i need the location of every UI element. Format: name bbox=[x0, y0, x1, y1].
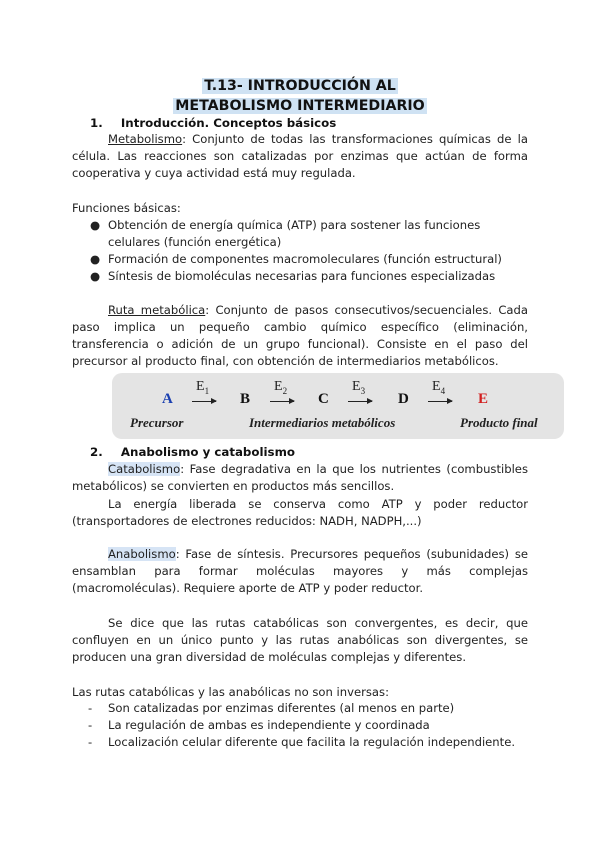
catabolismo-paragraph bbox=[72, 461, 528, 495]
energia-paragraph: La energía liberada se conserva como ATP y poder reductor (transportadores de electrones reducidos: NADH, NADPH,...) bbox=[72, 497, 528, 528]
catabolismo-definition: : Fase degradativa en la que los nutrientes (combustibles metabólicos) se convierten en productos más sencillos. bbox=[72, 462, 528, 493]
arrow-icon bbox=[270, 401, 294, 402]
ruta-metabolica-definition: : Conjunto de pasos consecutivos/secuenciales. Cada paso implica un pequeño cambio químico específico (eliminación, transferencia o adición de un grupo funcional). Consiste en el paso del precursor al producto final, con obtención de intermediarios metabólicos. bbox=[72, 303, 528, 368]
label-intermediarios: Intermediarios metabólicos bbox=[249, 415, 396, 430]
metabolic-pathway-diagram bbox=[112, 373, 564, 439]
node-precursor-a: A bbox=[162, 391, 173, 407]
section-1-title: Introducción. Conceptos básicos bbox=[120, 116, 337, 130]
funciones-label: Funciones básicas: bbox=[72, 201, 181, 215]
ruta-metabolica-paragraph bbox=[72, 302, 528, 370]
node-c: C bbox=[318, 391, 329, 407]
enzyme-e1: $E_1$ bbox=[196, 379, 210, 396]
list-item: - La regulación de ambas es independiente y coordinada bbox=[88, 718, 430, 732]
section-1-number: 1. bbox=[90, 116, 103, 130]
section-2-number: 2. bbox=[90, 445, 103, 459]
convergentes-paragraph: Se dice que las rutas catabólicas son convergentes, es decir, que confluyen en un único punto y las rutas anabólicas son divergentes, se producen una gran diversidad de moléculas complejas y diferentes. bbox=[72, 616, 528, 664]
title-line-2: METABOLISMO INTERMEDIARIO bbox=[175, 98, 425, 114]
label-precursor: Precursor bbox=[130, 415, 184, 430]
list-item: - Localización celular diferente que facilita la regulación independiente. bbox=[88, 735, 516, 749]
bullet-icon: ● bbox=[90, 218, 101, 232]
enzyme-e2: $E_2$ bbox=[274, 379, 288, 396]
section-1-heading bbox=[90, 116, 336, 130]
node-b: B bbox=[240, 391, 251, 407]
dash-icon: - bbox=[88, 735, 93, 749]
anabolismo-definition: : Fase de síntesis. Precursores pequeños (subunidades) se ensamblan para formar moléculas mayores y más complejas (macromoléculas). Requiere aporte de ATP y poder reductor. bbox=[72, 547, 528, 595]
catabolismo-term: Catabolismo bbox=[108, 462, 181, 476]
enzyme-e3: $E_3$ bbox=[352, 379, 366, 396]
page-title bbox=[0, 78, 600, 94]
ruta-metabolica-term: Ruta metabólica bbox=[108, 303, 206, 317]
list-item: - Son catalizadas por enzimas diferentes (al menos en parte) bbox=[88, 701, 455, 715]
dash-icon: - bbox=[88, 701, 93, 715]
diferencias-list bbox=[88, 700, 532, 751]
section-2-title: Anabolismo y catabolismo bbox=[120, 445, 295, 459]
anabolismo-paragraph bbox=[72, 546, 528, 597]
node-d: D bbox=[398, 391, 409, 407]
section-2-heading bbox=[90, 445, 295, 459]
metabolismo-paragraph bbox=[72, 131, 528, 182]
list-item: ● Obtención de energía química (ATP) para sostener las funciones celulares (función energética) bbox=[90, 218, 481, 249]
list-item: ● Síntesis de biomoléculas necesarias para funciones especializadas bbox=[90, 269, 496, 283]
bullet-icon: ● bbox=[90, 252, 101, 266]
arrow-icon bbox=[192, 401, 216, 402]
metabolismo-definition: : Conjunto de todas las transformaciones químicas de la célula. Las reacciones son catalizadas por enzimas que actúan de forma cooperativa y cuya actividad está muy regulada. bbox=[72, 132, 528, 180]
arrow-icon bbox=[428, 401, 452, 402]
page-title-line-2 bbox=[0, 98, 600, 114]
anabolismo-term: Anabolismo bbox=[108, 547, 176, 561]
arrow-icon bbox=[348, 401, 372, 402]
metabolismo-term: Metabolismo bbox=[108, 132, 183, 146]
node-product-e: E bbox=[478, 391, 489, 407]
no-inversas-label: Las rutas catabólicas y las anabólicas no son inversas: bbox=[72, 685, 389, 699]
bullet-icon: ● bbox=[90, 269, 101, 283]
title-line-1: T.13- INTRODUCCIÓN AL bbox=[204, 78, 396, 94]
dash-icon: - bbox=[88, 718, 93, 732]
funciones-list bbox=[92, 217, 532, 285]
list-item: ● Formación de componentes macromoleculares (función estructural) bbox=[90, 252, 502, 266]
label-producto-final: Producto final bbox=[460, 415, 538, 430]
enzyme-e4: $E_4$ bbox=[432, 379, 446, 396]
